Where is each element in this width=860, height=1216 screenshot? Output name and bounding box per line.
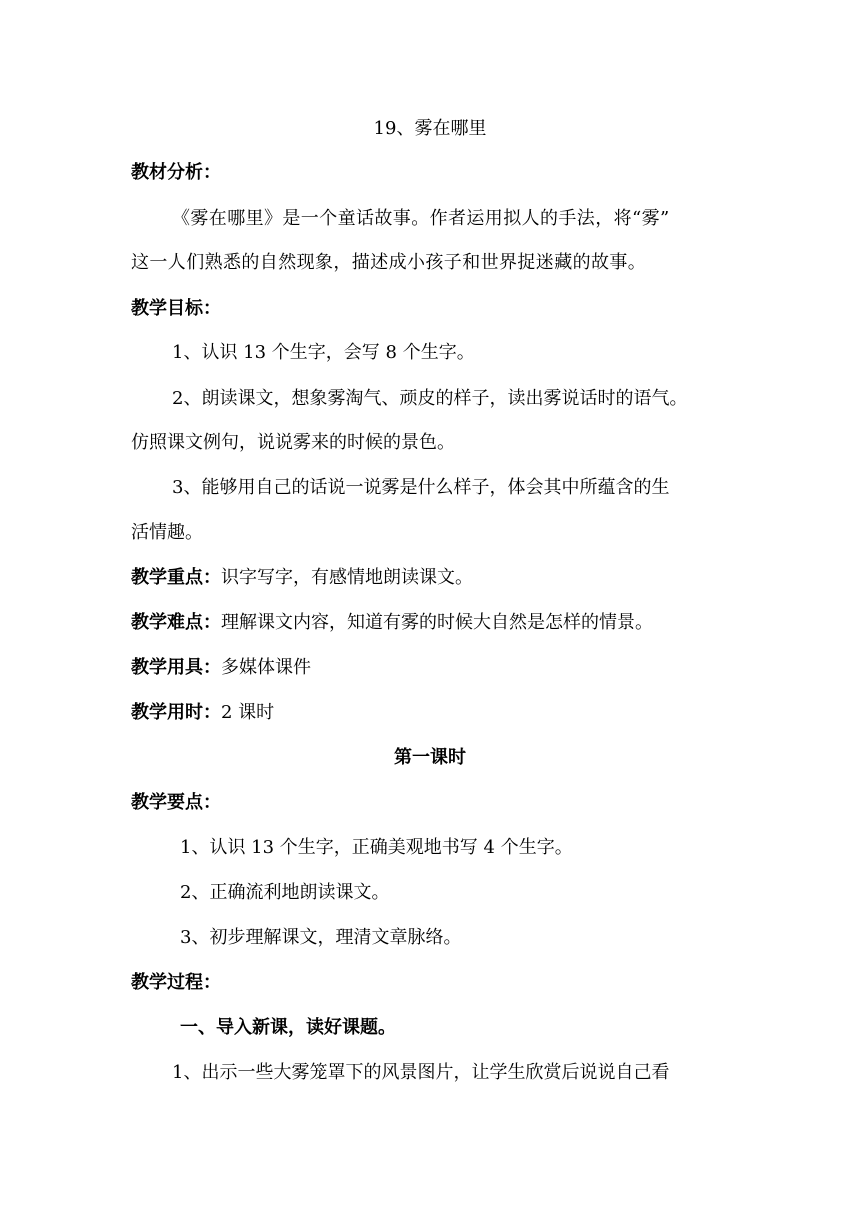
key-points-label: 教学重点： (131, 567, 221, 588)
goal-3-line-1: 3、能够用自己的话说一说雾是什么样子，体会其中所蕴含的生 (172, 477, 670, 498)
difficulty-label: 教学难点： (131, 612, 221, 633)
time-value: 2 课时 (221, 702, 275, 723)
goals-heading: 教学目标： (131, 298, 221, 319)
goal-3-line-2: 活情趣。 (131, 522, 203, 543)
time-row (0, 698, 860, 728)
tools-label: 教学用具： (131, 657, 221, 678)
analysis-text-line-2: 这一人们熟悉的自然现象，描述成小孩子和世界捉迷藏的故事。 (131, 252, 647, 273)
key-points-row (0, 563, 860, 593)
key-points-value: 识字写字，有感情地朗读课文。 (221, 567, 473, 588)
process-heading: 教学过程： (131, 972, 221, 993)
point-3: 3、初步理解课文，理清文章脉络。 (180, 927, 462, 948)
difficulty-value: 理解课文内容，知道有雾的时候大自然是怎样的情景。 (221, 612, 653, 633)
document-title: 19、雾在哪里 (373, 118, 487, 139)
point-2: 2、正确流利地朗读课文。 (180, 882, 390, 903)
step-1-item-1: 1、出示一些大雾笼罩下的风景图片，让学生欣赏后说说自己看 (172, 1062, 670, 1083)
time-label: 教学用时： (131, 702, 221, 723)
tools-value: 多媒体课件 (221, 657, 311, 678)
step-1-heading: 一、导入新课，读好课题。 (180, 1017, 396, 1038)
goal-1: 1、认识 13 个生字，会写 8 个生字。 (172, 342, 475, 363)
analysis-heading: 教材分析： (131, 162, 221, 183)
lesson-heading: 第一课时 (394, 747, 466, 768)
point-1: 1、认识 13 个生字，正确美观地书写 4 个生字。 (180, 837, 573, 858)
tools-row (0, 653, 860, 683)
goal-2-line-2: 仿照课文例句，说说雾来的时候的景色。 (131, 432, 455, 453)
difficulty-row (0, 608, 860, 638)
analysis-text-line-1: 《雾在哪里》是一个童话故事。作者运用拟人的手法，将“雾” (172, 208, 670, 229)
points-heading: 教学要点： (131, 792, 221, 813)
goal-2-line-1: 2、朗读课文，想象雾淘气、顽皮的样子，读出雾说话时的语气。 (172, 388, 688, 409)
